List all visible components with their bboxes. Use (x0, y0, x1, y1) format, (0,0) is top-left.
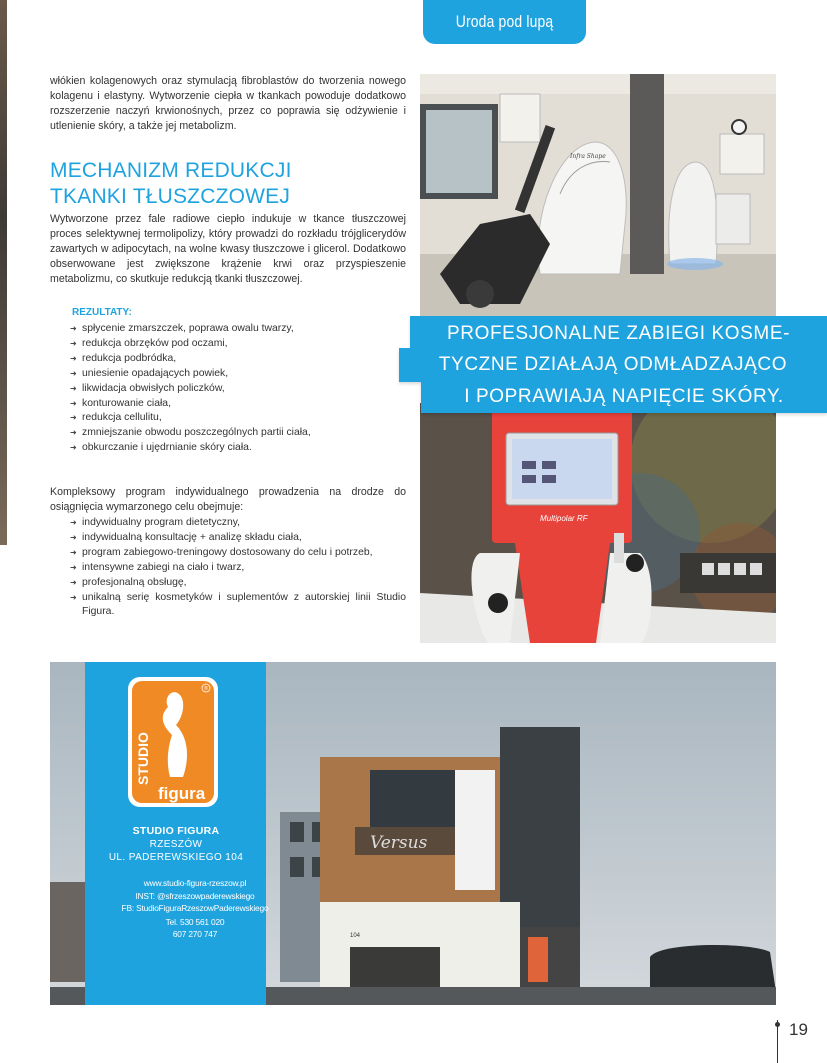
intro-paragraph: włókien kolagenowych oraz stymulacją fibroblastów do tworzenia nowego kolagenu i elastyny. Wytworzenie ciepła w tkankach powoduje dodatkowo rozszerzenie naczyń krwionośnych, przez co poprawia się odżywienie i utlenienie skóry, a także jej metabolizm. (50, 75, 406, 132)
list-item: ➜ profesjonalną obsługę, (70, 576, 406, 591)
section-header-label: Uroda pod lupą (455, 12, 554, 31)
list-item: ➜ likwidacja obwisłych policzków, (70, 382, 410, 397)
heading-line-1: MECHANIZM REDUKCJI (50, 159, 292, 182)
list-item: ➜ uniesienie opadających powiek, (70, 367, 410, 382)
list-item: ➜ unikalną serię kosmetyków i suplementów z autorskiej linii Studio Figura. (70, 591, 406, 621)
list-item: ➜ program zabiegowo-treningowy dostosowany do celu i potrzeb, (70, 546, 406, 561)
list-item: ➜ konturowanie ciała, (70, 397, 410, 412)
list-item: ➜ spłycenie zmarszczek, poprawa owalu twarzy, (70, 322, 410, 337)
rf-device-photo (420, 403, 776, 643)
list-item: ➜ zmniejszanie obwodu poszczególnych partii ciała, (70, 426, 410, 441)
studio-name: STUDIO FIGURA (132, 825, 220, 837)
studio-street: UL. PADEREWSKIEGO 104 (108, 852, 244, 863)
studio-figura-logo (128, 677, 218, 807)
page-number-dot (775, 1022, 780, 1027)
registered-mark: ® (204, 686, 208, 692)
studio-facebook: FB: StudioFiguraRzeszowPaderewskiego (121, 903, 269, 913)
logo-figura-word: figura (158, 784, 206, 803)
list-item: ➜ obkurczanie i ujędrnianie skóry ciała. (70, 441, 410, 456)
building-number: 104 (350, 933, 361, 939)
heading-line-2: TKANKI TŁUSZCZOWEJ (50, 185, 291, 208)
gym-machine-label: Infra Shape (570, 153, 606, 160)
list-item: ➜ indywidualny program dietetyczny, (70, 516, 406, 531)
list-item: ➜ indywidualną konsultację + analizę składu ciała, (70, 531, 406, 546)
mechanism-paragraph: Wytworzone przez fale radiowe ciepło indukuje w tkance tłuszczowej proces selektywnej termolipolizy, który prowadzi do rozkładu trójglicerydów zawartych w adipocytach, na wolne kwasy tłuszczowe i glicerol. Dodatkowo obserwowane jest zwiększone krążenie krwi oraz przyspieszenie metabolizmu, co skutkuje redukcją tkanki tłuszczowej. (50, 213, 406, 285)
quote-banner-line-1: PROFESJONALNE ZABIEGI KOSME- (410, 316, 827, 351)
studio-phone-2: 607 270 747 (172, 929, 218, 939)
studio-phone-1: Tel. 530 561 020 (165, 917, 225, 927)
studio-website-link[interactable]: www.studio-figura-rzeszow.pl (143, 878, 247, 888)
section-header-tab (423, 0, 586, 44)
results-list (70, 322, 410, 456)
list-item: ➜ redukcja cellulitu, (70, 411, 410, 426)
device-label: Multipolar RF (540, 514, 588, 523)
studio-instagram: INST: @sfrzeszowpaderewskiego (135, 891, 255, 901)
list-item: ➜ redukcja obrzęków pod oczami, (70, 337, 410, 352)
list-item: ➜ intensywne zabiegi na ciało i twarz, (70, 561, 406, 576)
gym-interior-photo (420, 74, 776, 320)
program-intro-paragraph: Kompleksowy program indywidualnego prowadzenia na drodze do osiągnięcia wymarzonego celu obejmuje: (50, 486, 406, 513)
page-number: 19 (789, 1020, 808, 1039)
logo-studio-word: STUDIO (135, 732, 151, 785)
program-list (70, 516, 406, 620)
section-heading (50, 158, 390, 210)
page-edge-strip (0, 0, 7, 545)
quote-banner-line-3: I POPRAWIAJĄ NAPIĘCIE SKÓRY. (421, 380, 827, 413)
results-label: REZULTATY: (72, 307, 132, 318)
list-item: ➜ redukcja podbródka, (70, 352, 410, 367)
studio-city: RZESZÓW (149, 839, 203, 850)
quote-banner-line-2: TYCZNE DZIAŁAJĄ ODMŁADZAJĄCO (399, 348, 827, 382)
building-sign: Versus (370, 833, 428, 853)
